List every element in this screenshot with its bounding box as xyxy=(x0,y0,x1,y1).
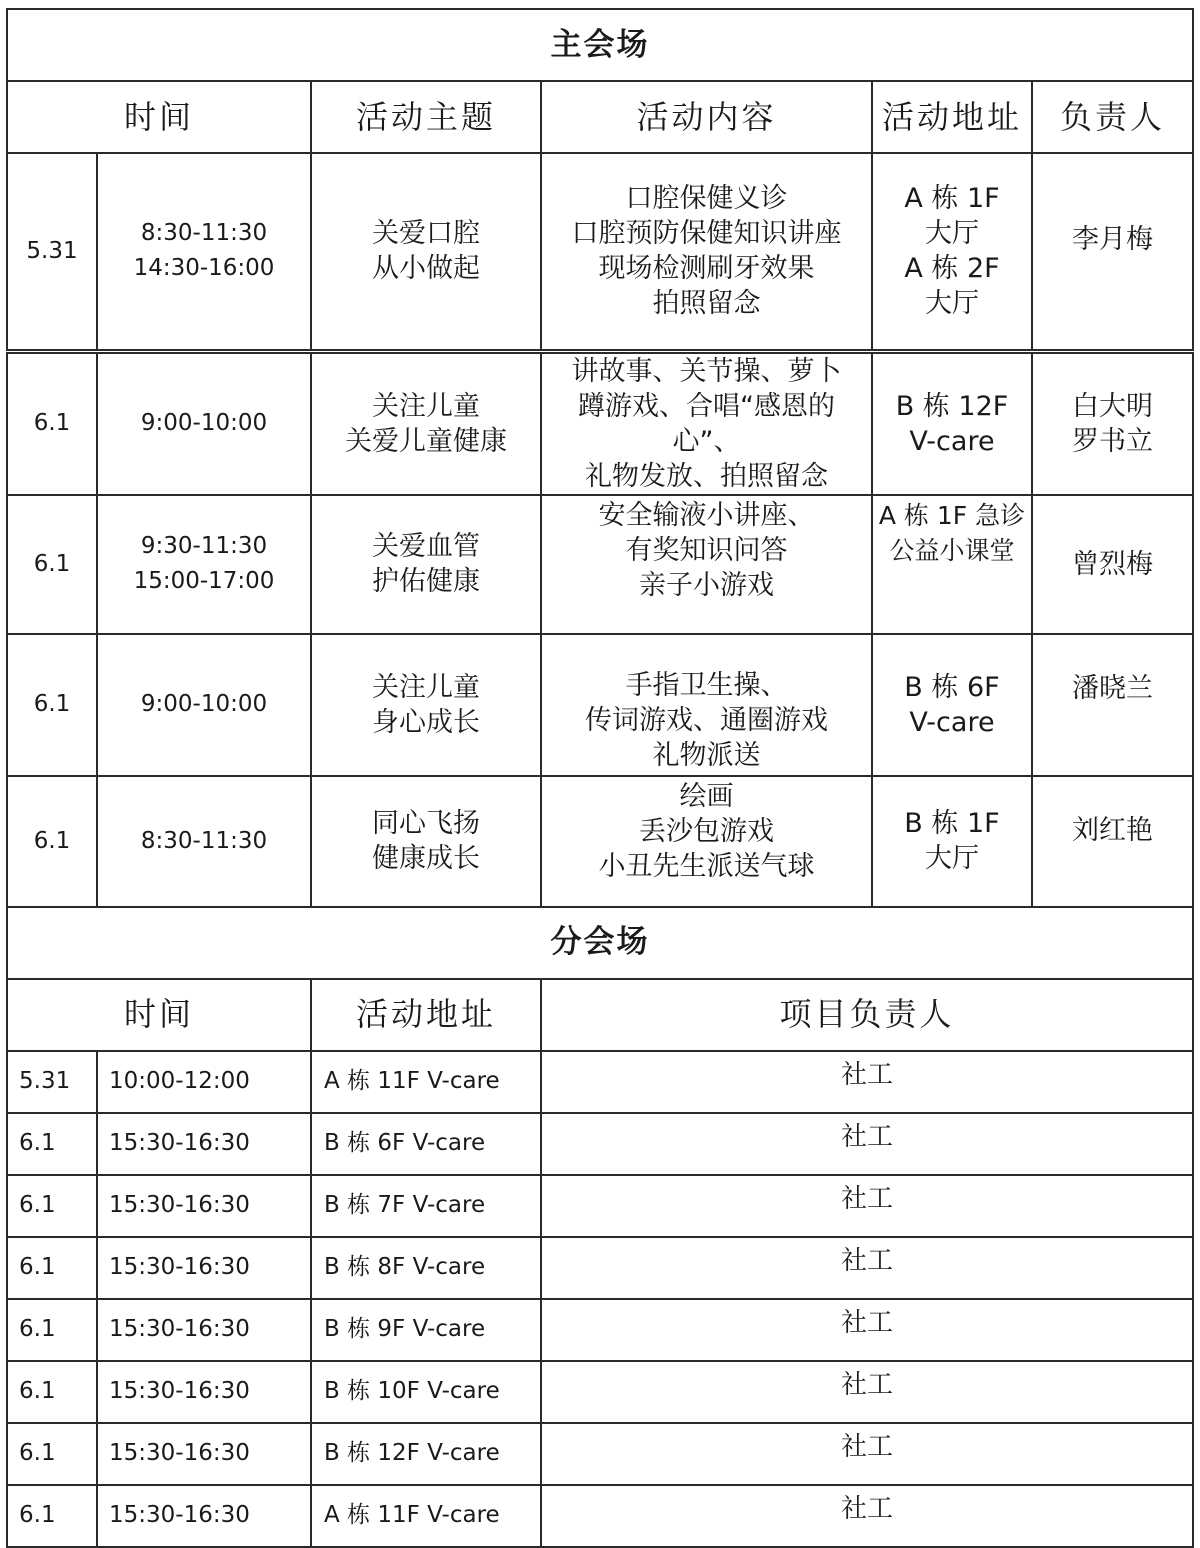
table-row xyxy=(7,153,1193,351)
row-time: 8:30-11:30 14:30-16:00 xyxy=(97,153,311,351)
branch-row-owner: 社工 xyxy=(541,1175,1193,1237)
row-content: 口腔保健义诊 口腔预防保健知识讲座 现场检测刷牙效果 拍照留念 xyxy=(541,153,872,351)
row-owner: 刘红艳 xyxy=(1032,776,1193,907)
row-address: B 栋 12F V-care xyxy=(872,351,1032,495)
row-date: 6.1 xyxy=(7,495,97,634)
header-address: 活动地址 xyxy=(872,81,1032,153)
row-owner: 白大明 罗书立 xyxy=(1032,351,1193,495)
branch-row-date: 6.1 xyxy=(7,1485,97,1547)
branch-row-time: 10:00-12:00 xyxy=(97,1051,311,1113)
branch-row-address: A 栋 11F V-care xyxy=(311,1485,541,1547)
row-owner: 曾烈梅 xyxy=(1032,495,1193,634)
branch-row-time: 15:30-16:30 xyxy=(97,1113,311,1175)
row-date: 6.1 xyxy=(7,776,97,907)
branch-row-address: B 栋 8F V-care xyxy=(311,1237,541,1299)
branch-row-time: 15:30-16:30 xyxy=(97,1237,311,1299)
branch-row-address: B 栋 10F V-care xyxy=(311,1361,541,1423)
header-owner: 负责人 xyxy=(1032,81,1193,153)
row-address: A 栋 1F 急诊 公益小课堂 xyxy=(872,495,1032,634)
row-owner: 李月梅 xyxy=(1032,153,1193,351)
row-theme: 关爱血管 护佑健康 xyxy=(311,495,541,634)
branch-row-time: 15:30-16:30 xyxy=(97,1361,311,1423)
branch-row-date: 6.1 xyxy=(7,1113,97,1175)
table-row xyxy=(7,1361,1193,1423)
branch-row-time: 15:30-16:30 xyxy=(97,1423,311,1485)
row-time: 8:30-11:30 xyxy=(97,776,311,907)
branch-row-date: 6.1 xyxy=(7,1361,97,1423)
row-date: 5.31 xyxy=(7,153,97,351)
row-time: 9:00-10:00 xyxy=(97,351,311,495)
branch-row-owner: 社工 xyxy=(541,1361,1193,1423)
row-content: 绘画 丢沙包游戏 小丑先生派送气球 xyxy=(541,776,872,907)
branch-row-address: B 栋 7F V-care xyxy=(311,1175,541,1237)
header-content: 活动内容 xyxy=(541,81,872,153)
branch-row-owner: 社工 xyxy=(541,1113,1193,1175)
table-row xyxy=(7,1485,1193,1547)
table-row xyxy=(7,1113,1193,1175)
table-row xyxy=(7,1175,1193,1237)
branch-row-address: B 栋 6F V-care xyxy=(311,1113,541,1175)
row-date: 6.1 xyxy=(7,351,97,495)
branch-row-date: 6.1 xyxy=(7,1423,97,1485)
row-theme: 同心飞扬 健康成长 xyxy=(311,776,541,907)
branch-row-date: 5.31 xyxy=(7,1051,97,1113)
header-time: 时间 xyxy=(7,81,311,153)
branch-header-time: 时间 xyxy=(7,979,311,1051)
row-time: 9:30-11:30 15:00-17:00 xyxy=(97,495,311,634)
row-content: 安全输液小讲座、 有奖知识问答 亲子小游戏 xyxy=(541,495,872,634)
branch-row-date: 6.1 xyxy=(7,1299,97,1361)
row-content: 讲故事、关节操、萝卜 蹲游戏、合唱“感恩的 心”、 礼物发放、拍照留念 xyxy=(541,351,872,495)
row-address: B 栋 1F 大厅 xyxy=(872,776,1032,907)
schedule-table xyxy=(6,8,1194,1052)
row-theme: 关注儿童 关爱儿童健康 xyxy=(311,351,541,495)
table-row xyxy=(7,776,1193,907)
row-owner: 潘晓兰 xyxy=(1032,634,1193,776)
branch-row-date: 6.1 xyxy=(7,1175,97,1237)
table-row xyxy=(7,351,1193,495)
table-row xyxy=(7,1237,1193,1299)
branch-venue-title: 分会场 xyxy=(7,907,1193,979)
branch-row-owner: 社工 xyxy=(541,1485,1193,1547)
row-date: 6.1 xyxy=(7,634,97,776)
row-address: B 栋 6F V-care xyxy=(872,634,1032,776)
branch-header-owner: 项目负责人 xyxy=(541,979,1193,1051)
branch-row-address: A 栋 11F V-care xyxy=(311,1051,541,1113)
branch-table xyxy=(6,1050,1194,1548)
table-row xyxy=(7,495,1193,634)
branch-row-owner: 社工 xyxy=(541,1237,1193,1299)
row-content: 手指卫生操、 传词游戏、通圈游戏 礼物派送 xyxy=(541,634,872,776)
table-row xyxy=(7,1051,1193,1113)
table-row xyxy=(7,1423,1193,1485)
branch-row-owner: 社工 xyxy=(541,1299,1193,1361)
branch-row-time: 15:30-16:30 xyxy=(97,1299,311,1361)
branch-row-address: B 栋 12F V-care xyxy=(311,1423,541,1485)
main-venue-title: 主会场 xyxy=(7,9,1193,81)
schedule-document xyxy=(6,8,1192,1548)
branch-row-time: 15:30-16:30 xyxy=(97,1175,311,1237)
header-theme: 活动主题 xyxy=(311,81,541,153)
branch-row-time: 15:30-16:30 xyxy=(97,1485,311,1547)
branch-row-owner: 社工 xyxy=(541,1051,1193,1113)
row-address: A 栋 1F 大厅 A 栋 2F 大厅 xyxy=(872,153,1032,351)
branch-row-address: B 栋 9F V-care xyxy=(311,1299,541,1361)
row-theme: 关爱口腔 从小做起 xyxy=(311,153,541,351)
branch-row-date: 6.1 xyxy=(7,1237,97,1299)
row-time: 9:00-10:00 xyxy=(97,634,311,776)
row-theme: 关注儿童 身心成长 xyxy=(311,634,541,776)
table-row xyxy=(7,634,1193,776)
branch-header-address: 活动地址 xyxy=(311,979,541,1051)
table-row xyxy=(7,1299,1193,1361)
branch-row-owner: 社工 xyxy=(541,1423,1193,1485)
